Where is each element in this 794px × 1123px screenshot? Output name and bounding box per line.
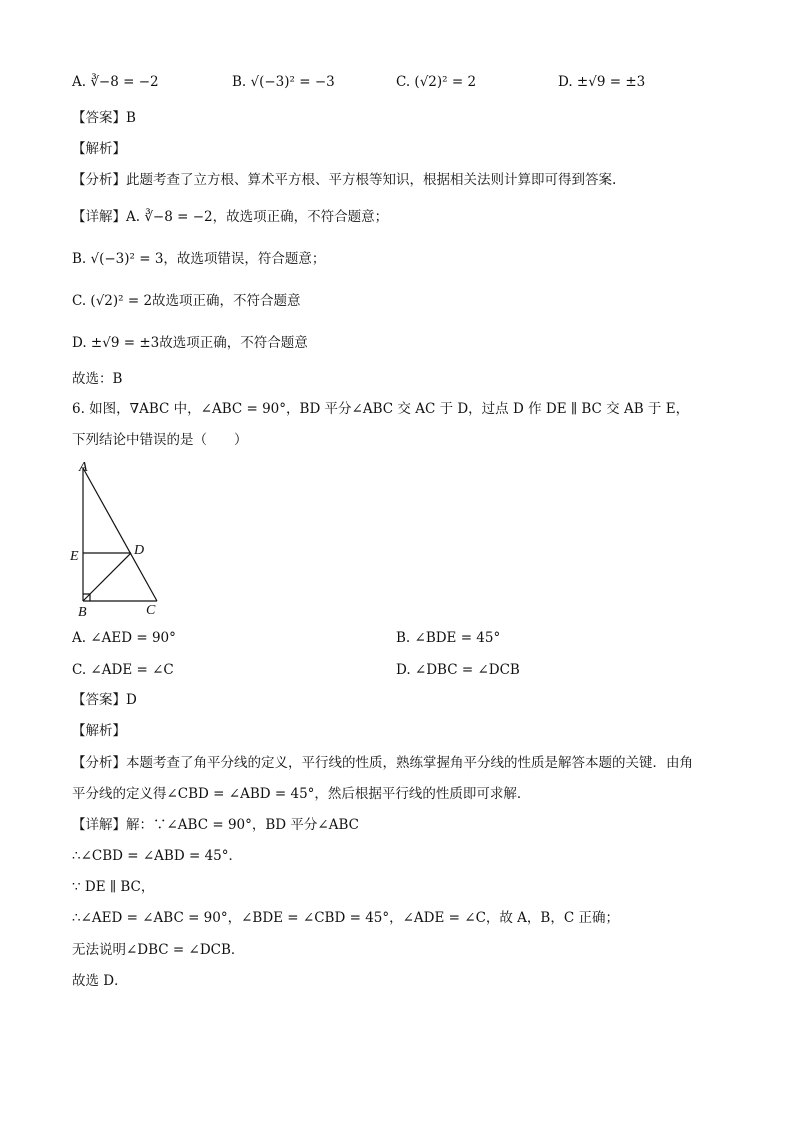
q5-option-a: A. ∛−8 = −2 — [72, 74, 159, 90]
q6-detail-line-2: ∴∠CBD = ∠ABD = 45°． — [72, 848, 242, 864]
q6-stem-line2: 下列结论中错误的是（ ） — [72, 432, 248, 448]
label-d: D — [134, 543, 145, 558]
label-b: B — [78, 605, 87, 620]
triangle-diagram — [66, 456, 176, 622]
label-c: C — [146, 603, 156, 618]
q5-analysis-heading: 【解析】 — [72, 141, 126, 157]
q6-fenxi-line1: 【分析】本题考查了角平分线的定义，平行线的性质，熟练掌握角平分线的性质是解答本题的关键．由角 — [72, 755, 693, 771]
segment-ac — [83, 468, 157, 601]
q6-detail-line-1: 【详解】解：∵∠ABC = 90°，BD 平分∠ABC — [72, 817, 359, 833]
q6-fenxi-line2: 平分线的定义得∠CBD = ∠ABD = 45°，然后根据平行线的性质即可求解． — [72, 786, 531, 802]
q6-answer: 【答案】D — [72, 692, 137, 708]
q5-detail-a: 【详解】A. ∛−8 = −2，故选项正确，不符合题意； — [72, 209, 389, 225]
q5-detail-c: C. (√2)² = 2故选项正确，不符合题意 — [72, 293, 301, 309]
q6-stem-line1: 6. 如图，∇ABC 中，∠ABC = 90°，BD 平分∠ABC 交 AC 于 D，过点 D 作 DE ∥ BC 交 AB 于 E， — [72, 401, 690, 417]
q6-detail-line-5: 无法说明∠DBC = ∠DCB． — [72, 942, 245, 958]
q6-option-b: B. ∠BDE = 45° — [396, 630, 501, 646]
q6-option-c: C. ∠ADE = ∠C — [72, 662, 174, 678]
label-e: E — [70, 549, 79, 564]
q6-analysis-heading: 【解析】 — [72, 723, 126, 739]
q5-answer: 【答案】B — [72, 110, 136, 126]
q5-detail-d: D. ±√9 = ±3故选项正确，不符合题意 — [72, 335, 308, 351]
q6-option-a: A. ∠AED = 90° — [72, 630, 176, 646]
q6-option-d: D. ∠DBC = ∠DCB — [396, 662, 520, 678]
q5-option-c: C. (√2)² = 2 — [396, 74, 477, 90]
q5-option-b: B. √(−3)² = −3 — [232, 74, 335, 90]
q5-option-d: D. ±√9 = ±3 — [558, 74, 646, 90]
q6-detail-line-6: 故选 D． — [72, 973, 128, 989]
q6-detail-line-4: ∴∠AED = ∠ABC = 90°，∠BDE = ∠CBD = 45°，∠ADE = ∠C，故 A，B，C 正确； — [72, 910, 619, 926]
q5-fenxi: 【分析】此题考查了立方根、算术平方根、平方根等知识，根据相关法则计算即可得到答案. — [72, 172, 617, 188]
q5-detail-b: B. √(−3)² = 3，故选项错误，符合题意； — [72, 251, 326, 267]
q6-detail-line-3: ∵ DE ∥ BC， — [72, 879, 155, 895]
q5-choice: 故选：B — [72, 371, 123, 387]
label-a: A — [79, 460, 88, 475]
